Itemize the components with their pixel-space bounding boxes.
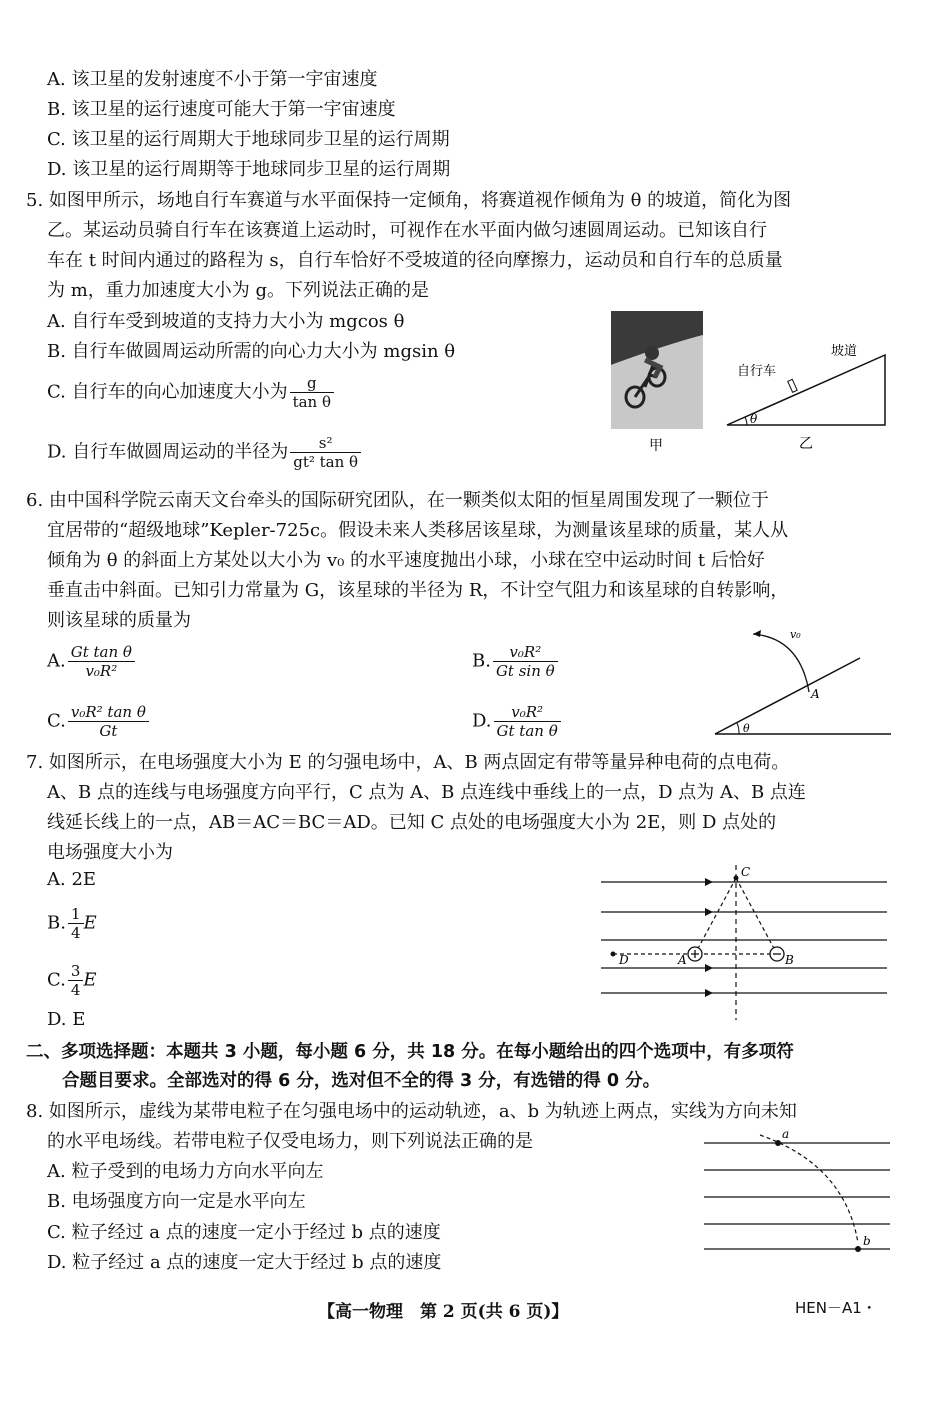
q5-stem-line-1: 5. 如图甲所示，场地自行车赛道与水平面保持一定倾角，将赛道视作倾角为 θ 的坡道，简化为图: [26, 190, 792, 211]
q5-option-d-text: D. 自行车做圆周运动的半径为: [47, 441, 289, 463]
denominator: 4: [70, 981, 81, 999]
q4-option-c: C. 该卫星的运行周期大于地球同步卫星的运行周期: [47, 129, 450, 150]
numerator: Gt tan θ: [68, 643, 135, 662]
field-arrows: [705, 878, 713, 997]
q8-option-d: D. 粒子经过 a 点的速度一定大于经过 b 点的速度: [47, 1252, 442, 1273]
q5-option-a: A. 自行车受到坡道的支持力大小为 mgcos θ: [47, 311, 405, 332]
q8-option-a: A. 粒子受到的电场力方向水平向左: [47, 1161, 324, 1182]
q5-stem-line-4: 为 m，重力加速度大小为 g。下列说法正确的是: [47, 280, 430, 301]
q5-option-c: [47, 374, 334, 411]
q6-option-d: [472, 703, 561, 740]
q4-option-d: D. 该卫星的运行周期等于地球同步卫星的运行周期: [47, 159, 451, 180]
unit: E: [83, 969, 97, 991]
q7-figure: [595, 860, 895, 1020]
q5-stem-line-2: 乙。某运动员骑自行车在该赛道上运动时，可视作在水平面内做匀速圆周运动。已知该自行: [47, 220, 767, 241]
option-label: B.: [47, 912, 66, 934]
q6-stem-line-5: 则该星球的质量为: [47, 610, 191, 631]
q7-option-b-fraction: [68, 905, 84, 942]
positive-charge-icon: [688, 947, 702, 961]
fig-label-c: C: [741, 865, 751, 879]
fig-label-jia: 甲: [649, 438, 663, 454]
ca-line: [695, 878, 736, 954]
denominator: Gt sin θ: [495, 662, 555, 680]
option-label: C.: [47, 969, 66, 991]
fig-v0: v₀: [790, 628, 801, 641]
q6-option-c: [47, 703, 149, 740]
arrow-icon: [753, 630, 761, 637]
q6-option-b: [472, 643, 558, 680]
q5-option-d: [47, 434, 361, 471]
q7-option-d: D. E: [47, 1009, 86, 1030]
fig-label-bike: 自行车: [737, 364, 777, 379]
incline-line: [715, 658, 860, 734]
fig-theta: θ: [743, 722, 750, 735]
q6-stem-line-4: 垂直击中斜面。已知引力常量为 G，该星球的半径为 R，不计空气阻力和该星球的自转影响，: [47, 580, 789, 601]
q6-option-d-fraction: [494, 703, 561, 740]
fig-label-yi: 乙: [799, 436, 813, 452]
q6-option-c-fraction: [68, 703, 149, 740]
page-footer-code: HEN－A1・: [795, 1299, 877, 1317]
q5-figure: [605, 305, 905, 465]
q7-option-a: A. 2E: [47, 869, 97, 890]
option-label: C.: [47, 710, 66, 732]
q6-option-b-fraction: [493, 643, 558, 680]
option-label: D.: [472, 710, 492, 732]
denominator: Gt: [99, 722, 118, 740]
numerator: 1: [68, 905, 84, 924]
numerator: 3: [68, 962, 84, 981]
trajectory: [760, 1135, 858, 1243]
fig-label-b: b: [863, 1234, 871, 1248]
q8-stem-line-1: 8. 如图所示，虚线为某带电粒子在匀强电场中的运动轨迹，a、b 为轨迹上两点，实线为方向未知: [26, 1101, 797, 1122]
fig-label-a: A: [678, 953, 687, 967]
numerator: v₀R² tan θ: [68, 703, 149, 722]
q8-stem-line-2: 的水平电场线。若带电粒子仅受电场力，则下列说法正确的是: [47, 1131, 533, 1152]
negative-charge-icon: [770, 947, 784, 961]
cb-line: [736, 878, 777, 954]
unit: E: [83, 912, 97, 934]
section-2-heading-line-2: 合题目要求。全部选对的得 6 分，选对但不全的得 3 分，有选错的得 0 分。: [62, 1071, 661, 1091]
q4-option-a: A. 该卫星的发射速度不小于第一宇宙速度: [47, 69, 378, 90]
q7-option-b: [47, 905, 97, 942]
q8-option-b: B. 电场强度方向一定是水平向左: [47, 1191, 306, 1212]
q6-stem-line-1: 6. 由中国科学院云南天文台牵头的国际研究团队，在一颗类似太阳的恒星周围发现了一颗位于: [26, 490, 769, 511]
denominator: v₀R²: [85, 662, 118, 680]
q8-option-c: C. 粒子经过 a 点的速度一定小于经过 b 点的速度: [47, 1222, 441, 1243]
fig-theta: θ: [750, 412, 758, 426]
q7-stem-line-1: 7. 如图所示，在电场强度大小为 E 的匀强电场中，A、B 两点固定有带等量异种电荷的点电荷。: [26, 752, 790, 773]
q5-option-c-fraction: [290, 374, 334, 411]
page-footer-center: 【高一物理 第 2 页(共 6 页)】: [318, 1302, 569, 1322]
q5-option-b: B. 自行车做圆周运动所需的向心力大小为 mgsin θ: [47, 341, 456, 362]
q5-option-d-fraction: [290, 434, 361, 471]
fig-label-b: B: [785, 953, 794, 967]
numerator: v₀R²: [493, 643, 558, 662]
q7-stem-line-2: A、B 点的连线与电场强度方向平行，C 点为 A、B 点连线中垂线上的一点，D 点为 A、B 点连: [47, 782, 806, 803]
denominator: tan θ: [292, 393, 332, 411]
denominator: Gt tan θ: [496, 722, 558, 740]
q4-option-b: B. 该卫星的运行速度可能大于第一宇宙速度: [47, 99, 396, 120]
section-2-heading-line-1: 二、多项选择题：本题共 3 小题，每小题 6 分，共 18 分。在每小题给出的四个选项中，有多项符: [26, 1042, 794, 1062]
numerator: v₀R²: [494, 703, 561, 722]
q7-stem-line-4: 电场强度大小为: [47, 842, 173, 863]
point-a: [775, 1140, 781, 1146]
denominator: 4: [70, 924, 81, 942]
option-label: B.: [472, 650, 491, 672]
numerator: s²: [290, 434, 361, 453]
q7-option-c-fraction: [68, 962, 84, 999]
fig-label-a: a: [782, 1127, 790, 1141]
fig-point-a: A: [811, 687, 820, 701]
fig-label-slope: 坡道: [831, 344, 858, 359]
q6-stem-line-2: 宜居带的“超级地球”Kepler-725c。假设未来人类移居该星球，为测量该星球的质量，某人从: [47, 520, 789, 541]
q6-figure: [705, 620, 895, 740]
q8-figure: [700, 1125, 895, 1260]
option-label: A.: [47, 650, 66, 672]
fig-label-d: D: [619, 953, 629, 967]
q5-option-c-text: C. 自行车的向心加速度大小为: [47, 381, 288, 403]
denominator: gt² tan θ: [293, 453, 359, 471]
field-lines: [601, 882, 887, 993]
q5-stem-line-3: 车在 t 时间内通过的路程为 s，自行车恰好不受坡道的径向摩擦力，运动员和自行车的总质量: [47, 250, 783, 271]
q6-stem-line-3: 倾角为 θ 的斜面上方某处以大小为 v₀ 的水平速度抛出小球，小球在空中运动时间 t 后恰好: [47, 550, 765, 571]
point-c: [734, 876, 739, 881]
q7-stem-line-3: 线延长线上的一点，AB＝AC＝BC＝AD。已知 C 点处的电场强度大小为 2E，则 D 点处的: [47, 812, 777, 833]
point-d: [611, 952, 616, 957]
q6-option-a-fraction: [68, 643, 135, 680]
q6-option-a: [47, 643, 135, 680]
numerator: g: [290, 374, 334, 393]
trajectory: [753, 634, 809, 692]
velodrome-photo: [611, 311, 703, 429]
q7-option-c: [47, 962, 97, 999]
point-b: [855, 1246, 861, 1252]
